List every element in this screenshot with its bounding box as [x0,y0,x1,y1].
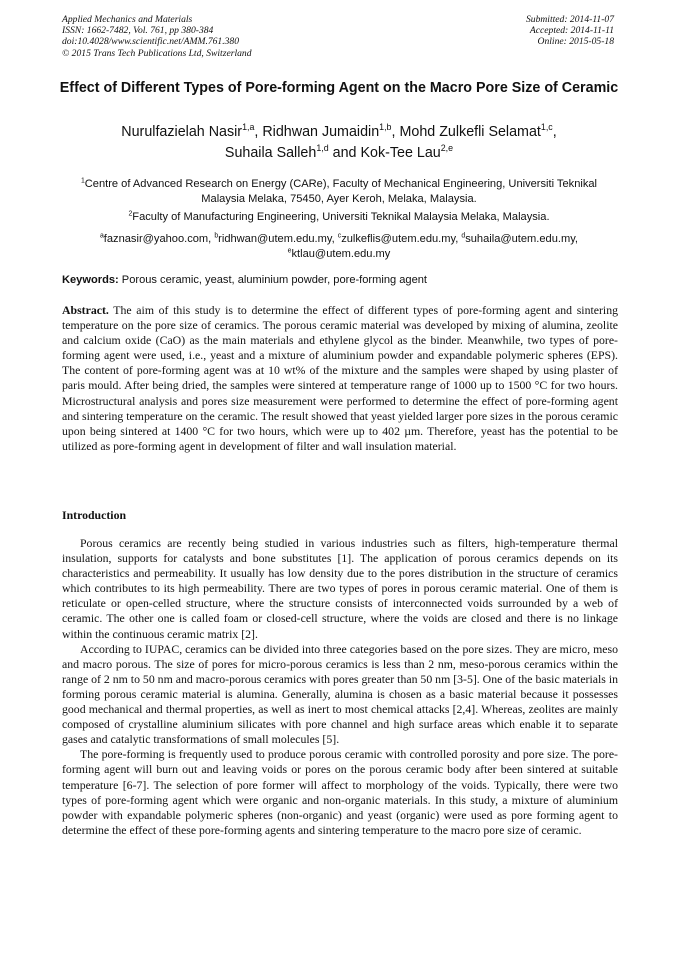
author-affiliation-mark: 1,c [540,122,553,133]
journal-doi: doi:10.4028/www.scientific.net/AMM.761.380 [62,36,240,48]
section-heading-introduction: Introduction [62,508,127,522]
email-link[interactable]: ktlau@utem.edu.my [291,248,391,261]
affiliation-text: Faculty of Manufacturing Engineering, Universiti Teknikal Malaysia Melaka, Malaysia. [132,211,550,223]
email-mark: d [461,232,466,240]
affiliation-text: Centre of Advanced Research on Energy (CARe), Faculty of Mechanical Engineering, Universiti Teknikal Malaysia Melaka, 75450, Ayer Keroh, Melaka, Malaysia. [84,178,598,206]
email-mark: c [337,232,342,240]
paper-title: Effect of Different Types of Pore-forming Agent on the Macro Pore Size of Ceramic [59,80,619,96]
paragraph: According to IUPAC, ceramics can be divided into three categories based on the pore sizes. They are micro, meso and macro porous. The size of pores for micro-porous ceramics is less than 2 nm, meso-porous ceramics within the range of 2 nm to 50 nm and macro-porous ceramics with pores greater than 50 nm [3-5]. One of the basic materials in forming porous ceramic material is alumina. Generally, alumina is chosen as a basic material because it possesses good mechanical and thermal properties, as well as inert to most chemical attacks [2,4]. Whereas, zeolites are mainly composed of crystalline aluminium silicates with pore channel and high surface areas which enable it to separate gases and catalytic transformations of small molecules [5]. [62,641,618,747]
author-separator: , [391,124,400,140]
introduction-body [62,536,618,838]
author-separator: and [328,145,361,161]
journal-copyright: © 2015 Trans Tech Publications Ltd, Switzerland [62,47,252,59]
author-name: Mohd Zulkefli Selamat [399,124,541,140]
submitted-date: Submitted: 2014-11-07 [525,14,614,25]
abstract-text: The aim of this study is to determine the effect of different types of pore-forming agent and sintering temperature on the pore size of ceramics. The porous ceramic material was developed by mixing of alumina, zeolite and calcium oxide (CaO) as the main materials and ethylene glycol as the binder. Meanwhile, two types of pore-forming agent were used, i.e., yeast and a mixture of aluminium powder and expandable polymeric spheres (EPS). The content of pore-forming agent was at 10 wt% of the mixture and the samples were shaped by using plaster of paris mould. After being dried, the samples were sintered at temperature range of 1000 up to 1500 °C for two hours. Microstructural analysis and pores size measurement were performed to determine the effect of pore-forming agent and sintering temperature on the ceramic. The result showed that yeast yielded larger pore sizes in the porous ceramic upon being sintered at 1400 °C for two hours, which were up to 402 µm. Therefore, yeast has the potential to be utilized as pore-forming agent in development of filter and wall insulation material. [62,303,618,453]
author-emails [62,232,616,263]
email-mark: a [99,232,104,240]
author-affiliation-mark: 1,b [379,122,392,133]
affiliation-2 [62,210,616,225]
abstract-label: Abstract. [62,303,109,317]
journal-header-right [526,14,614,48]
affiliation-1 [62,177,616,208]
journal-name: Applied Mechanics and Materials [62,14,193,25]
author-name: Ridhwan Jumaidin [262,124,380,140]
paragraph: Porous ceramics are recently being studied in various industries such as filters, high-temperature thermal insulation, supports for catalysts and bone substitutes [1]. The application of porous ceramics depends on its characteristics and permeability. It usually has low density due to the pores distribution in the structure of ceramics which contributes to its high permeability. There are two types of pores in porous ceramic material. One of them is reticulate or open-celled structure, where the structure consists of interconnected voids surrounded by a web of ceramic. The other one is called foam or closed-cell structure, where the voids are closed and there is no linkage within the continuous ceramic matrix [2]. [62,536,618,641]
online-date: Online: 2015-05-18 [537,36,614,48]
affiliation-mark: 1 [80,177,85,185]
email-link[interactable]: zulkeflis@utem.edu.my, [341,233,462,245]
author-name: Kok-Tee Lau [360,145,441,161]
author-affiliation-mark: 2,e [440,143,454,154]
journal-header-left [62,14,252,59]
author-list [58,122,620,164]
affiliation-mark: 2 [128,210,133,218]
author-separator: , [552,124,557,140]
keywords [62,273,618,288]
keywords-label: Keywords: [62,274,119,286]
author-affiliation-mark: 1,d [316,143,329,154]
email-link[interactable]: ridhwan@utem.edu.my, [218,233,338,245]
journal-issn: ISSN: 1662-7482, Vol. 761, pp 380-384 [62,25,214,37]
email-mark: b [214,232,219,240]
email-link[interactable]: faznasir@yahoo.com, [103,233,215,245]
author-affiliation-mark: 1,a [242,122,255,133]
keywords-text: Porous ceramic, yeast, aluminium powder, pore-forming agent [118,274,428,286]
author-separator: , [254,124,263,140]
email-link[interactable]: suhaila@utem.edu.my, [465,233,579,245]
author-name: Suhaila Salleh [224,145,317,161]
paragraph: The pore-forming is frequently used to produce porous ceramic with controlled porosity and pore size. The pore-forming agent will burn out and leaving voids or pores on the porous ceramic body after been sintered at suitable temperature [6-7]. The selection of pore former will affect to morphology of the voids. Typically, there were two types of pore-forming agent which were organic and non-organic materials. In this study, a mixture of aluminium powder with expandable polymeric spheres (non-organic) and yeast (organic) were used as pore forming agent to determine the effect of these pore-forming agents and sintering temperature to the macro pore size of ceramic. [62,747,618,837]
abstract [62,303,618,454]
accepted-date: Accepted: 2014-11-11 [529,25,614,37]
author-name: Nurulfazielah Nasir [121,124,243,140]
email-mark: e [287,247,292,255]
